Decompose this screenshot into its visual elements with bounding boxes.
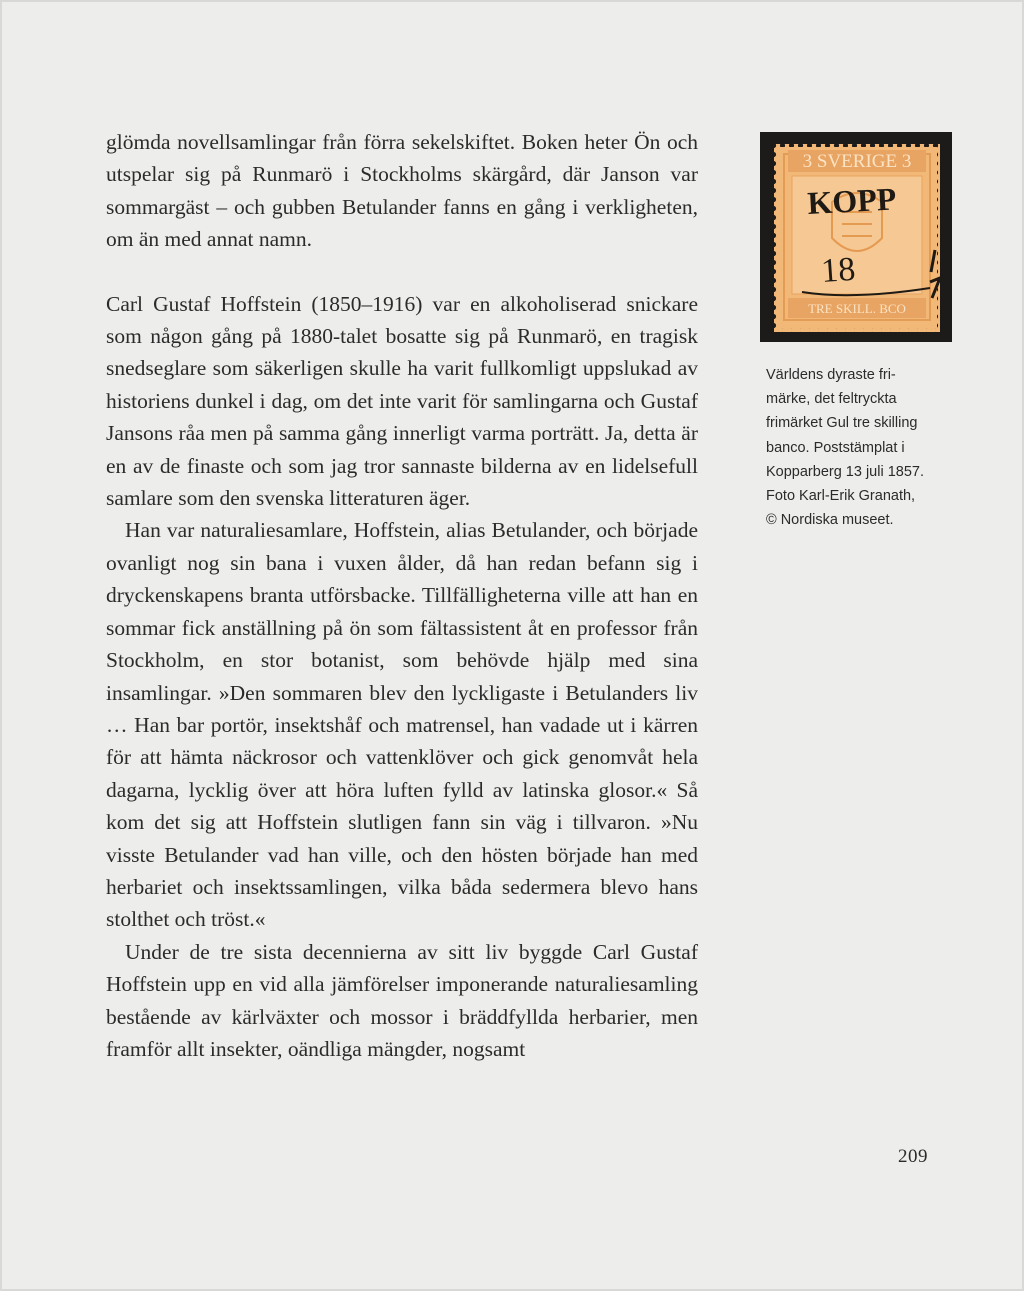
caption-line: frimärket Gul tre skilling [766, 415, 918, 432]
paragraph-3: Han var naturaliesamlare, Hoffstein, alias Betulander, och började ovanligt nog sin bana i vuxen ålder, då han redan befann sig i dryckenskapens branta utförsbacke. Tillfälligheterna ville att han en sommar fick anställning på ön som fältassistent åt en professor från Stockholm, en stor botanist, som behövde hjälp med sina insamlingar. »Den sommaren blev den lyckligaste i Betulanders liv … Han bar portör, insektshåf och matrensel, han vadade ut i kärren för att hämta näckrosor och vattenklöver och gick genomvåt hela dagarna, lycklig över att höra luften fylld av latinska glosor.« Så kom det sig att Hoffstein slutligen fann sin väg i tillvaron. »Nu visste Betulander vad han ville, och den hösten började han med herbariet och insektssamlingen, vilka båda sedermera blevo hans stolthet och tröst.« [106, 518, 698, 932]
stamp-caption [766, 363, 956, 532]
caption-line: märke, det feltryckta [766, 391, 897, 408]
page-number: 209 [898, 1146, 928, 1167]
postmark-day: 18 [819, 250, 857, 290]
caption-line: © Nordiska museet. [766, 512, 894, 529]
caption-line: Världens dyraste fri- [766, 367, 896, 383]
paragraph-2: Carl Gustaf Hoffstein (1850–1916) var en alkoholiserad snickare som någon gång på 1880-talet bosatte sig på Runmarö, en tragisk snedseglare som säkerligen skulle ha varit fullkomligt uppslukad av historiens dunkel i dag, om det inte varit för samlingarna och Gustaf Jansons råa men på samma gång innerligt varma porträtt. Ja, detta är en av de finaste och som jag tror sannaste bilderna av en lidelsefull samlare som den svenska litteraturen äger. [106, 291, 698, 511]
caption-line: banco. Poststämplat i [766, 439, 905, 456]
postmark-text: KOPP [806, 180, 898, 221]
stamp-bottom-text: TRE SKILL. BCO [808, 301, 906, 316]
body-text-column [106, 126, 698, 1065]
caption-line: Foto Karl-Erik Granath, [766, 488, 916, 505]
paragraph-4: Under de tre sista decennierna av sitt liv byggde Carl Gustaf Hoffstein upp en vid alla jämförelser imponerande naturaliesamling bestående av kärlväxter och mossor i bräddfyllda herbarier, men framför allt insekter, oändliga mängder, nogsamt [106, 939, 698, 1061]
stamp-top-text: 3 SVERIGE 3 [802, 151, 912, 172]
stamp-illustration [760, 132, 952, 342]
caption-line: Kopparberg 13 juli 1857. [766, 463, 925, 480]
stamp-photo [760, 132, 952, 342]
paragraph-1: glömda novellsamlingar från förra sekelskiftet. Boken heter Ön och utspelar sig på Runmarö i Stockholms skärgård, där Janson var sommargäst – och gubben Betulander fanns en gång i verkligheten, om än med annat namn. [106, 130, 698, 252]
